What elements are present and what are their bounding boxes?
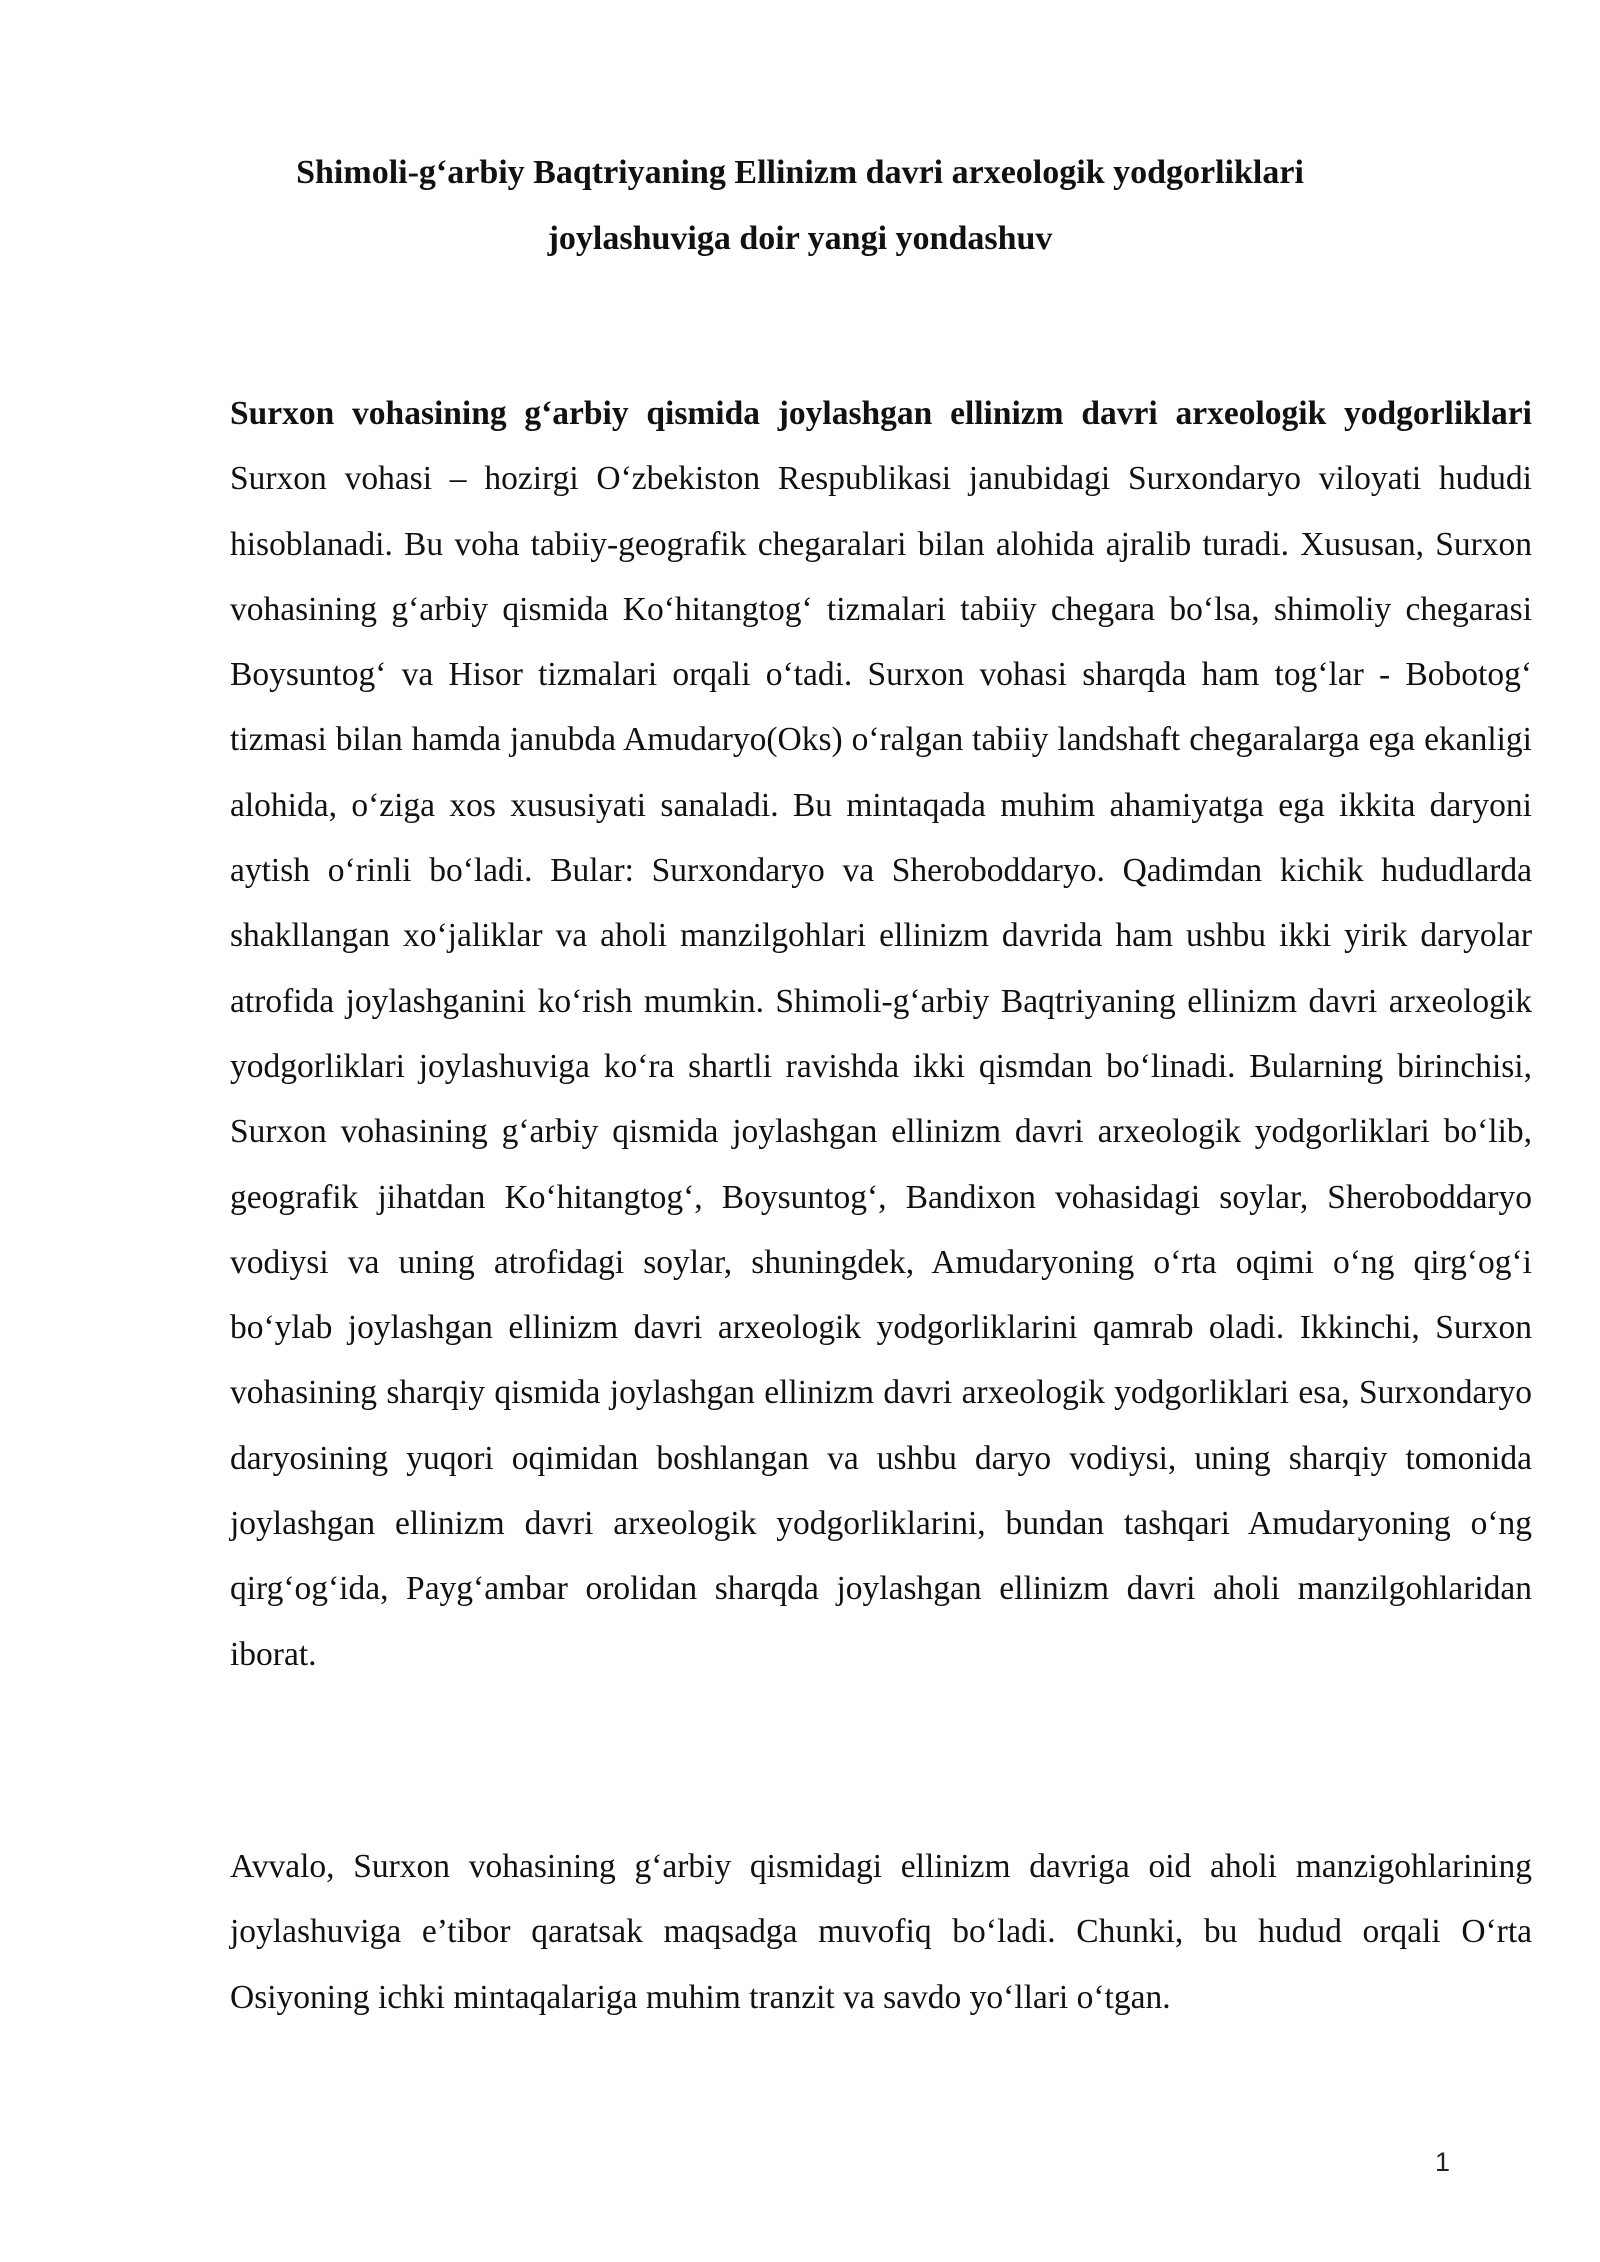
document-title bbox=[150, 140, 1450, 272]
title-line-1: Shimoli-g‘arbiy Baqtriyaning Ellinizm davri arxeologik yodgorliklari bbox=[296, 154, 1304, 191]
paragraph-1-lead: Surxon vohasining g‘arbiy qismida joylashgan ellinizm davri arxeologik yodgorliklari bbox=[230, 395, 1532, 432]
paragraph-2: Avvalo, Surxon vohasining g‘arbiy qismidagi ellinizm davriga oid aholi manzigohlarining joylashuviga e’tibor qaratsak maqsadga muvofiq bo‘ladi. Chunki, bu hudud orqali O‘rta Osiyoning ichki mintaqalariga muhim tranzit va savdo yo‘llari o‘tgan. bbox=[230, 1848, 1532, 2016]
title-line-2: joylashuviga doir yangi yondashuv bbox=[547, 220, 1053, 257]
paragraph-1-text: Surxon vohasi – hozirgi O‘zbekiston Respublikasi janubidagi Surxondaryo viloyati hududi hisoblanadi. Bu voha tabiiy-geografik chegaralari bilan alohida ajralib turadi. Xususan, Surxon vohasining g‘arbiy qismida Ko‘hitangtog‘ tizmalari tabiiy chegara bo‘lsa, shimoliy chegarasi Boysuntog‘ va Hisor tizmalari orqali o‘tadi. Surxon vohasi sharqda ham tog‘lar - Bobotog‘ tizmasi bilan hamda janubda Amudaryo(Oks) o‘ralgan tabiiy landshaft chegaralarga ega ekanligi alohida, o‘ziga xos xususiyati sanaladi. Bu mintaqada muhim ahamiyatga ega ikkita daryoni aytish o‘rinli bo‘ladi. Bular: Surxondaryo va Sheroboddaryo. Qadimdan kichik hududlarda shakllangan xo‘jaliklar va aholi manzilgohlari ellinizm davrida ham ushbu ikki yirik daryolar atrofida joylashganini ko‘rish mumkin. Shimoli-g‘arbiy Baqtriyaning ellinizm davri arxeologik yodgorliklari joylashuviga ko‘ra shartli ravishda ikki qismdan bo‘linadi. Bularning birinchisi, Surxon vohasining g‘arbiy qismida joylashgan ellinizm davri arxeologik yodgorliklari bo‘lib, geografik jihatdan Ko‘hitangtog‘, Boysuntog‘, Bandixon vohasidagi soylar, Sheroboddaryo vodiysi va uning atrofidagi soylar, shuningdek, Amudaryoning o‘rta oqimi o‘ng qirg‘og‘i bo‘ylab joylashgan ellinizm davri arxeologik yodgorliklarini qamrab oladi. Ikkinchi, Surxon vohasining sharqiy qismida joylashgan ellinizm davri arxeologik yodgorliklari esa, Surxondaryo daryosining yuqori oqimidan boshlangan va ushbu daryo vodiysi, uning sharqiy tomonida joylashgan ellinizm davri arxeologik yodgorliklarini, bundan tashqari Amudaryoning o‘ng qirg‘og‘ida, Payg‘ambar orolidan sharqda joylashgan ellinizm davri aholi manzilgohlaridan iborat. bbox=[230, 460, 1532, 1673]
page-number: 1 bbox=[1434, 2147, 1450, 2177]
paragraph-1 bbox=[154, 381, 1532, 1687]
